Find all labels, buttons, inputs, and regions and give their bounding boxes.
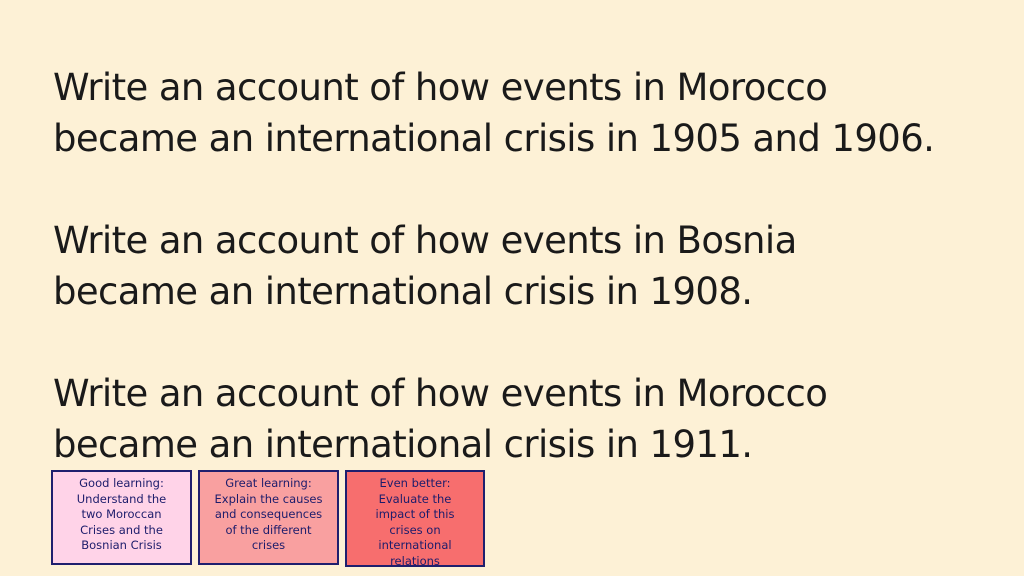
box-text: relations — [390, 553, 440, 568]
box-text: international — [378, 538, 452, 552]
box-text: and consequences — [214, 507, 323, 521]
box-text: Understand the — [76, 491, 167, 506]
question-line: Write an account of how events in Bosnia — [53, 219, 797, 262]
good-learning-box — [51, 470, 192, 565]
question-bosnia-1908 — [53, 215, 1003, 317]
question-list — [53, 62, 1003, 470]
box-text: two Moroccan — [81, 507, 162, 521]
box-heading: Good learning: — [79, 476, 164, 490]
box-text: crises on — [389, 522, 441, 537]
box-text: impact of this — [375, 507, 455, 521]
box-text: Evaluate the — [378, 491, 452, 506]
question-line: became an international crisis in 1911. — [53, 423, 753, 466]
question-morocco-1911 — [53, 368, 1003, 470]
box-text: Explain the causes — [214, 491, 323, 506]
box-text: of the different — [225, 522, 312, 537]
question-morocco-1905 — [53, 62, 1003, 164]
box-heading: Great learning: — [225, 476, 312, 490]
box-text: crises — [251, 538, 286, 552]
question-line: became an international crisis in 1905 and 1906. — [53, 117, 935, 160]
box-heading: Even better: — [379, 476, 451, 490]
box-text: Crises and the — [80, 522, 163, 537]
question-line: Write an account of how events in Morocco — [53, 66, 828, 109]
question-line: Write an account of how events in Morocco — [53, 372, 828, 415]
box-text: Bosnian Crisis — [81, 538, 162, 552]
question-line: became an international crisis in 1908. — [53, 270, 753, 313]
great-learning-box — [198, 470, 339, 565]
even-better-box — [345, 470, 485, 567]
